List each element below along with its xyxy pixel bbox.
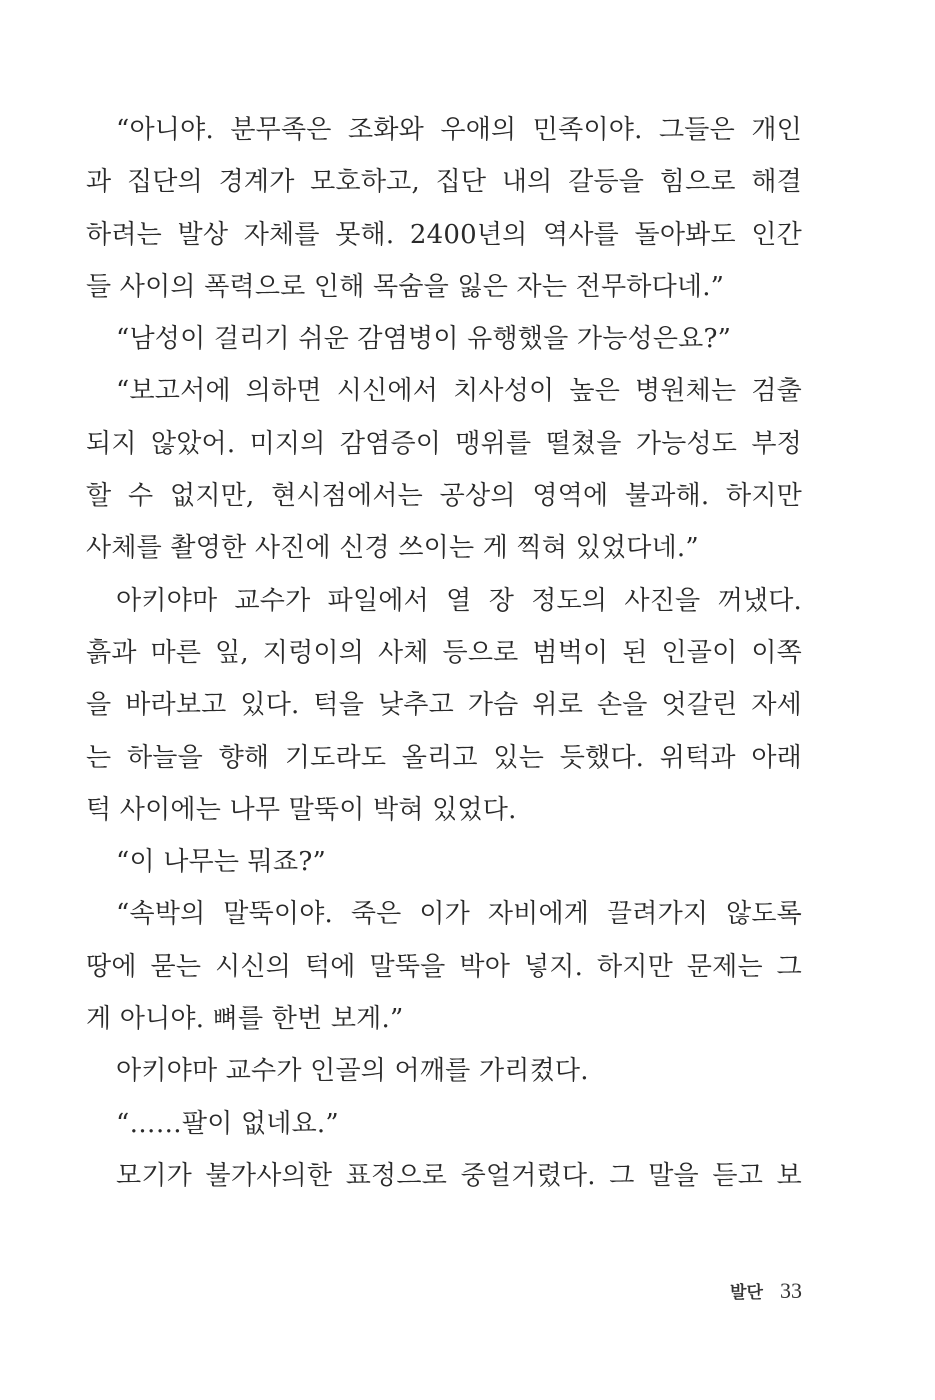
- text-line: “보고서에 의하면 시신에서 치사성이 높은 병원체는 검출: [116, 376, 802, 407]
- text-line: “남성이 걸리기 쉬운 감염병이 유행했을 가능성은요?”: [116, 324, 732, 355]
- text-line: 아키야마 교수가 파일에서 열 장 정도의 사진을 꺼냈다.: [116, 585, 802, 616]
- text-line: 땅에 묻는 시신의 턱에 말뚝을 박아 넣지. 하지만 문제는 그: [86, 951, 802, 982]
- running-head: 발단: [730, 1283, 763, 1303]
- text-line: 모기가 불가사의한 표정으로 중얼거렸다. 그 말을 듣고 보: [116, 1160, 802, 1191]
- text-line: “이 나무는 뭐죠?”: [116, 847, 326, 878]
- text-line: 는 하늘을 향해 기도라도 올리고 있는 듯했다. 위턱과 아래: [86, 742, 802, 773]
- text-line: 을 바라보고 있다. 턱을 낮추고 가슴 위로 손을 엇갈린 자세: [86, 690, 802, 721]
- text-line: 턱 사이에는 나무 말뚝이 박혀 있었다.: [86, 794, 517, 825]
- text-line: “……팔이 없네요.”: [116, 1108, 339, 1139]
- text-line: 아키야마 교수가 인골의 어깨를 가리켰다.: [116, 1056, 589, 1087]
- body-text: [86, 104, 802, 1202]
- text-line: 되지 않았어. 미지의 감염증이 맹위를 떨쳤을 가능성도 부정: [86, 428, 802, 459]
- text-line: “아니야. 분무족은 조화와 우애의 민족이야. 그들은 개인: [116, 115, 802, 145]
- page-footer: [730, 1276, 802, 1306]
- text-line: 사체를 촬영한 사진에 신경 쓰이는 게 찍혀 있었다네.”: [86, 533, 699, 564]
- text-line: 하려는 발상 자체를 못해. 2400년의 역사를 돌아봐도 인간: [86, 219, 802, 250]
- text-line: 과 집단의 경계가 모호하고, 집단 내의 갈등을 힘으로 해결: [86, 167, 802, 198]
- page-number: 33: [780, 1278, 802, 1303]
- text-line: “속박의 말뚝이야. 죽은 이가 자비에게 끌려가지 않도록: [116, 899, 802, 930]
- text-line: 게 아니야. 뼈를 한번 보게.”: [86, 1004, 404, 1035]
- text-line: 할 수 없지만, 현시점에서는 공상의 영역에 불과해. 하지만: [86, 481, 802, 512]
- text-line: 흙과 마른 잎, 지렁이의 사체 등으로 범벅이 된 인골이 이쪽: [86, 637, 802, 668]
- text-line: 들 사이의 폭력으로 인해 목숨을 잃은 자는 전무하다네.”: [86, 271, 725, 302]
